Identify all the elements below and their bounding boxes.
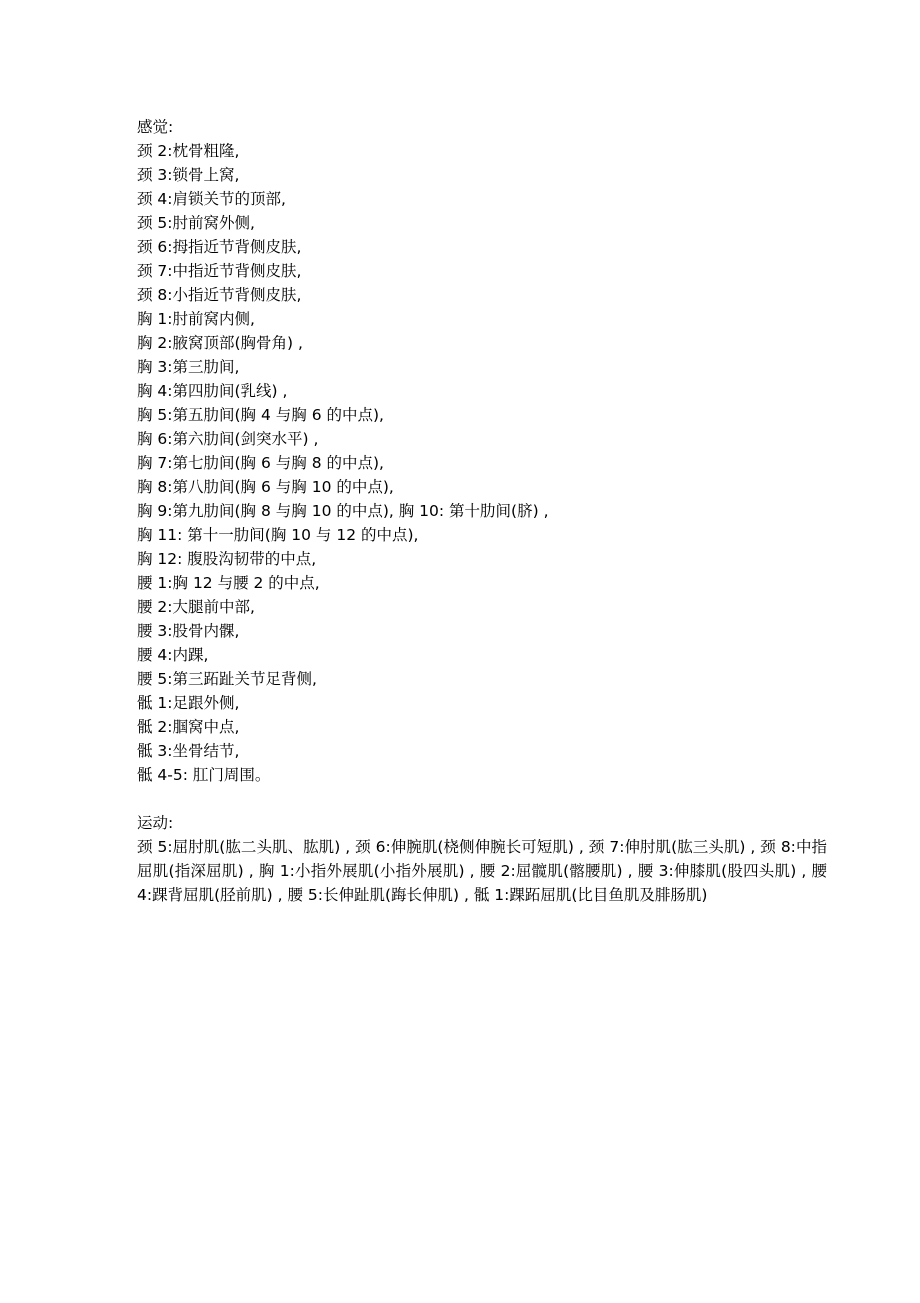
sensory-item: 胸 2:腋窝顶部(胸骨角) , (137, 334, 303, 352)
sensory-item: 腰 4:内踝, (137, 646, 209, 664)
sensory-item: 颈 2:枕骨粗隆, (137, 142, 240, 160)
sensory-item: 胸 7:第七肋间(胸 6 与胸 8 的中点), (137, 454, 384, 472)
sensory-item: 胸 9:第九肋间(胸 8 与胸 10 的中点), 胸 10: 第十肋间(脐) , (137, 502, 549, 520)
sensory-item: 颈 5:肘前窝外侧, (137, 214, 255, 232)
sensory-item: 骶 3:坐骨结节, (137, 742, 240, 760)
sensory-item: 胸 3:第三肋间, (137, 358, 240, 376)
sensory-item: 颈 7:中指近节背侧皮肤, (137, 262, 302, 280)
sensory-item: 颈 6:拇指近节背侧皮肤, (137, 238, 302, 256)
sensory-item: 胸 11: 第十一肋间(胸 10 与 12 的中点), (137, 526, 419, 544)
motor-paragraph: 颈 5:屈肘肌(肱二头肌、肱肌) , 颈 6:伸腕肌(桡侧伸腕长可短肌) , 颈 7:伸肘肌(肱三头肌) , 颈 8:中指屈肌(指深屈肌) , 胸 1:小指外展肌(小指外展肌) , 腰 2:屈髋肌(髂腰肌) , 腰 3:伸膝肌(股四头肌) , 腰 4:踝背屈肌(胫前肌) , 腰 5:长伸趾肌(踇长伸肌) , 骶 1:踝跖屈肌(比目鱼肌及腓肠肌) (137, 838, 827, 904)
motor-heading: 运动: (137, 814, 174, 832)
sensory-item: 颈 4:肩锁关节的顶部, (137, 190, 286, 208)
sensory-item: 腰 5:第三跖趾关节足背侧, (137, 670, 317, 688)
sensory-item: 胸 12: 腹股沟韧带的中点, (137, 550, 317, 568)
sensory-item: 胸 4:第四肋间(乳线) , (137, 382, 288, 400)
sensory-list (137, 139, 827, 787)
sensory-item: 骶 4-5: 肛门周围。 (137, 766, 271, 784)
sensory-item: 胸 8:第八肋间(胸 6 与胸 10 的中点), (137, 478, 394, 496)
sensory-item: 腰 1:胸 12 与腰 2 的中点, (137, 574, 320, 592)
sensory-item: 颈 8:小指近节背侧皮肤, (137, 286, 302, 304)
sensory-heading: 感觉: (137, 118, 174, 136)
document-body (137, 115, 827, 907)
sensory-item: 胸 6:第六肋间(剑突水平) , (137, 430, 319, 448)
sensory-item: 胸 5:第五肋间(胸 4 与胸 6 的中点), (137, 406, 384, 424)
sensory-item: 腰 3:股骨内髁, (137, 622, 240, 640)
sensory-item: 胸 1:肘前窝内侧, (137, 310, 255, 328)
sensory-item: 腰 2:大腿前中部, (137, 598, 255, 616)
sensory-item: 骶 1:足跟外侧, (137, 694, 240, 712)
section-spacer (137, 787, 827, 811)
sensory-item: 颈 3:锁骨上窝, (137, 166, 240, 184)
sensory-item: 骶 2:腘窝中点, (137, 718, 240, 736)
